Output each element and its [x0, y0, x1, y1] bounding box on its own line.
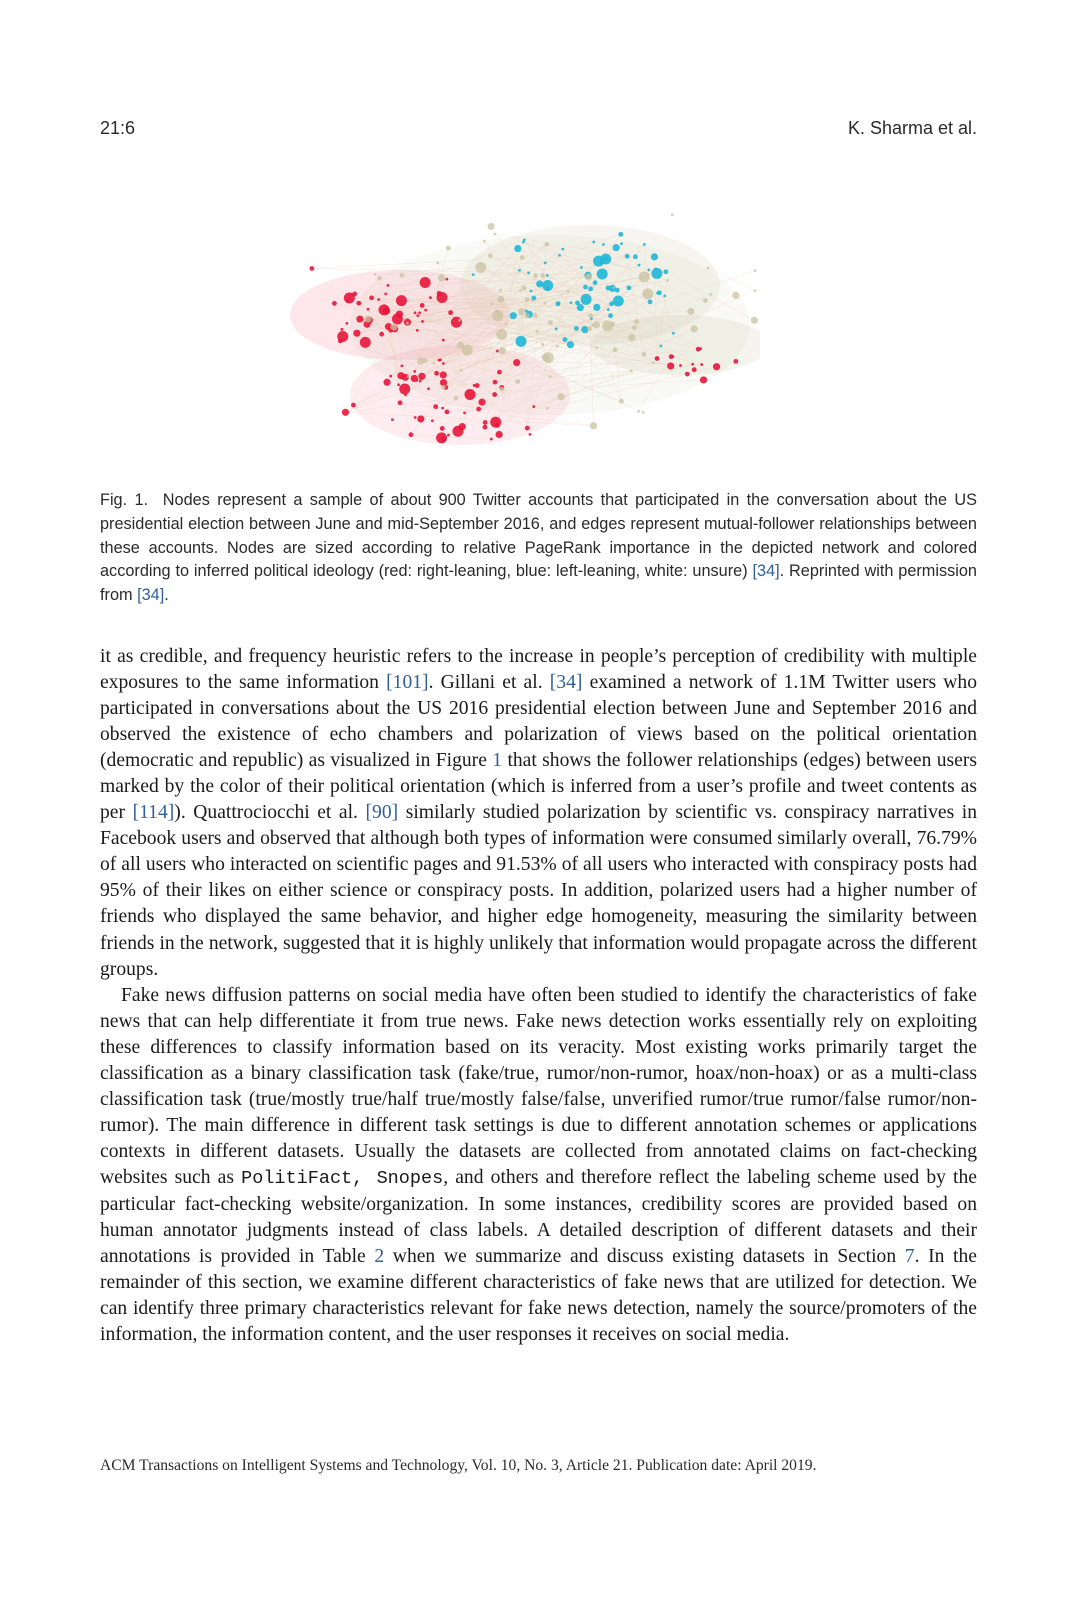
text-run: . In the remainder of this section, we examine different characteristics of fake news that are utilized for detection. We can identify three primary characteristics relevant for fake news detection, namely the source/promoters of the information, the information content, and the user responses it receives on social media.	[100, 1246, 977, 1346]
node	[558, 254, 561, 257]
node	[613, 244, 620, 251]
text-run: that shows the follower relationships (edges) between users marked by the color of their political orientation (which is inferred from a user’s profile and tweet contents as per	[100, 750, 978, 824]
node	[545, 242, 550, 247]
running-header	[100, 118, 977, 144]
node	[574, 326, 579, 331]
node	[416, 314, 419, 317]
citation-link[interactable]: [114]	[132, 802, 175, 824]
node	[638, 264, 641, 267]
node	[434, 371, 439, 376]
node	[340, 328, 343, 331]
node	[497, 296, 504, 303]
node	[337, 331, 348, 342]
node	[691, 325, 698, 332]
node	[751, 317, 758, 324]
node	[427, 387, 430, 390]
node	[414, 311, 417, 314]
node	[613, 295, 624, 306]
node	[493, 233, 496, 236]
node	[400, 273, 405, 278]
node	[588, 313, 593, 318]
node	[492, 392, 497, 397]
node	[364, 315, 371, 322]
node	[754, 269, 757, 272]
caption-text: .	[164, 586, 169, 605]
node	[585, 273, 592, 280]
text-run: , and others and therefore reflect the labeling scheme used by the particular fact-checking website/organization. In some instances, credibility scores are provided based on human annotator judgments instead of class labels. A detailed description of different datasets and their annotations is provided in Table	[100, 1166, 977, 1268]
node	[530, 290, 533, 293]
node	[544, 262, 547, 265]
node	[541, 343, 544, 346]
node	[615, 288, 620, 293]
node	[667, 362, 674, 369]
node	[659, 345, 662, 348]
citation-link[interactable]: [34]	[752, 562, 780, 581]
node	[379, 332, 384, 337]
node	[671, 213, 674, 216]
node	[620, 242, 623, 245]
node	[396, 310, 403, 317]
node	[396, 295, 407, 306]
node	[414, 416, 417, 419]
node	[488, 223, 495, 230]
node	[407, 375, 410, 378]
node	[459, 423, 466, 430]
text-run: examined a network of 1.1M Twitter users who participated in conversations about the US 2016 presidential election between June and September 2016 and observed the existence of echo chambers and polarization of views based on the political orientation (democratic and republic) as visualized in Figure	[100, 672, 978, 772]
node	[527, 272, 530, 275]
node	[495, 310, 498, 313]
node	[433, 362, 436, 365]
node	[549, 375, 552, 378]
monospace-site-names: PolitiFact, Snopes	[241, 1167, 444, 1189]
node	[625, 254, 630, 259]
node	[556, 345, 559, 348]
node	[447, 434, 450, 437]
caption-text: Nodes represent a sample of about 900 Twitter accounts that participated in the conversation about the US presidential election between June and mid-September 2016, and edges represent mutual-follower relationships between these accounts. Nodes are sized according to relative PageRank importance in the depicted network and colored according to inferred political ideology (red: right-leaning, blue: left-leaning, white: unsure)	[100, 491, 977, 581]
node	[525, 313, 530, 318]
node	[436, 432, 447, 443]
node	[709, 293, 712, 296]
node	[418, 373, 425, 380]
text-run: Fake news diffusion patterns on social media have often been studied to identify the characteristics of fake news that can help differentiate it from true news. Fake news detection works essentially rely on exploiting these differences to classify information based on its veracity. Most existing works primarily target the classification as a binary classification task (fake/true, rumor/non-rumor, hoax/non-hoax) or as a multi-class classification task (true/mostly true/half true/mostly false/false, unverified rumor/true rumor/false rumor/non-rumor). The main difference in different task settings is due to different annotation schemes or applications contexts in different datasets. Usually the datasets are collected from annotated claims on fact-checking websites such as	[100, 984, 977, 1188]
node	[420, 303, 425, 308]
node	[379, 304, 390, 315]
node	[643, 243, 646, 246]
node	[499, 289, 502, 292]
node	[500, 387, 505, 392]
node	[531, 299, 534, 302]
node	[389, 375, 392, 378]
body-text	[100, 644, 977, 1348]
node	[399, 383, 410, 394]
node	[510, 312, 517, 319]
node	[377, 298, 380, 301]
node	[420, 277, 431, 288]
node	[374, 273, 377, 276]
section-ref-link[interactable]: 7	[904, 1246, 915, 1268]
node	[525, 426, 530, 431]
node	[445, 278, 448, 281]
node	[754, 289, 757, 292]
node	[707, 267, 710, 270]
node	[356, 315, 363, 322]
node	[545, 286, 550, 291]
node	[437, 291, 442, 296]
node	[651, 253, 658, 260]
node	[440, 371, 447, 378]
node	[431, 419, 434, 422]
node	[520, 255, 525, 260]
node	[515, 379, 520, 384]
node	[463, 412, 466, 415]
network-figure	[290, 175, 760, 475]
node	[597, 269, 608, 280]
node	[497, 370, 502, 375]
node	[406, 322, 409, 325]
text-run: . Gillani et al.	[428, 672, 550, 694]
text-run: ). Quattrociocchi et al.	[174, 802, 366, 824]
node	[642, 411, 645, 414]
node	[639, 271, 650, 282]
table-ref-link[interactable]: 2	[374, 1246, 385, 1268]
node	[421, 320, 424, 323]
node	[454, 396, 459, 401]
node	[423, 358, 428, 363]
node	[626, 285, 631, 290]
node	[607, 308, 610, 311]
network-graph-image	[290, 175, 760, 475]
node	[663, 294, 666, 297]
node	[516, 336, 527, 347]
node	[580, 266, 583, 269]
node	[496, 350, 499, 353]
node	[438, 274, 445, 281]
citation-link[interactable]: [90]	[365, 802, 399, 824]
node	[648, 299, 653, 304]
node	[542, 354, 549, 361]
node	[522, 286, 527, 291]
node	[663, 269, 668, 274]
node	[514, 245, 521, 252]
node	[332, 301, 337, 306]
node	[401, 364, 404, 367]
node	[613, 286, 616, 289]
node	[442, 362, 445, 365]
node	[390, 323, 397, 330]
caption-label: Fig. 1.	[100, 491, 149, 509]
node	[543, 302, 546, 305]
node	[583, 285, 588, 290]
node	[483, 425, 488, 430]
node	[490, 417, 501, 428]
paragraph	[100, 644, 977, 983]
node	[655, 356, 660, 361]
journal-footer: ACM Transactions on Intelligent Systems and Technology, Vol. 10, No. 3, Article 21. Publication date: April 2019.	[100, 1457, 817, 1474]
node	[570, 301, 573, 304]
node	[419, 380, 422, 383]
node	[436, 261, 439, 264]
node	[451, 317, 462, 328]
node	[464, 389, 475, 400]
node	[478, 399, 485, 406]
node	[440, 426, 445, 431]
node	[733, 359, 738, 364]
node	[518, 269, 521, 272]
node	[383, 379, 390, 386]
node	[346, 300, 349, 303]
node	[691, 363, 694, 366]
node	[367, 308, 370, 311]
node	[581, 294, 592, 305]
node	[397, 383, 400, 386]
node	[613, 347, 618, 352]
node	[458, 319, 461, 322]
node	[441, 407, 444, 410]
node	[602, 243, 605, 246]
node	[446, 246, 451, 251]
node	[424, 309, 427, 312]
node	[342, 409, 349, 416]
node	[567, 341, 574, 348]
node	[654, 268, 657, 271]
node	[533, 313, 538, 318]
node	[593, 280, 598, 285]
node	[475, 383, 480, 388]
node	[634, 319, 639, 324]
node	[600, 253, 611, 264]
node	[490, 438, 493, 441]
text-run: it as credible, and frequency heuristic refers to the increase in people’s perception of credibility with multiple exposures to the same information	[100, 646, 977, 694]
node	[504, 323, 507, 326]
node	[633, 254, 638, 259]
node	[593, 304, 600, 311]
node	[533, 273, 538, 278]
node	[652, 361, 655, 364]
node	[360, 337, 371, 348]
node	[540, 273, 545, 278]
node	[490, 302, 493, 305]
node	[685, 372, 690, 377]
node	[483, 240, 486, 243]
node	[397, 372, 404, 379]
node	[472, 273, 475, 276]
citation-link[interactable]: [34]	[549, 672, 583, 694]
node	[595, 346, 598, 349]
node	[445, 410, 450, 415]
node	[700, 376, 707, 383]
paragraph	[100, 983, 977, 1349]
node	[525, 297, 530, 302]
node	[476, 407, 481, 412]
node	[700, 363, 703, 366]
node	[699, 347, 702, 350]
node	[377, 276, 382, 281]
node	[391, 418, 394, 421]
node	[536, 280, 543, 287]
text-run: similarly studied polarization by scientific vs. conspiracy narratives in Facebook users and observed that although both types of information were consumed similarly overall, 76.79% of all users who interacted on scientific pages and 91.53% of all users who interacted with conspiracy posts had 95% of their likes on either science or conspiracy posts. In addition, polarized users had a higher number of friends who displayed the same behavior, and higher edge homogeneity, measuring the similarity between friends in the network, suggested that it is highly unlikely that information would propagate across the different groups.	[100, 802, 978, 980]
node	[657, 290, 662, 295]
node	[609, 301, 614, 306]
node	[519, 289, 522, 292]
figure-caption	[100, 489, 977, 608]
node	[417, 415, 424, 422]
node	[679, 364, 682, 367]
node	[567, 290, 570, 293]
node	[483, 420, 488, 425]
node	[441, 385, 446, 390]
node	[488, 253, 493, 258]
node	[610, 322, 615, 327]
node	[398, 400, 403, 405]
page-number: 21:6	[100, 118, 136, 138]
node	[442, 339, 445, 342]
node	[606, 285, 611, 290]
node	[429, 296, 432, 299]
node	[630, 369, 633, 372]
node	[651, 268, 662, 279]
node	[536, 330, 539, 333]
node	[448, 310, 453, 315]
node	[457, 341, 464, 348]
node	[387, 284, 390, 287]
text-run: when we summarize and discuss existing datasets in Section	[384, 1246, 905, 1268]
node	[618, 232, 623, 237]
node	[460, 369, 463, 372]
node	[561, 248, 564, 251]
node	[632, 325, 637, 330]
node	[687, 308, 694, 315]
node	[558, 393, 565, 400]
node	[703, 298, 708, 303]
node	[369, 295, 374, 300]
node	[433, 404, 438, 409]
node	[608, 313, 613, 318]
node	[496, 329, 507, 340]
node	[415, 379, 418, 382]
figure-ref-link[interactable]: 1	[492, 750, 503, 772]
node	[499, 347, 506, 354]
node	[352, 292, 357, 297]
node	[309, 266, 314, 271]
node	[563, 337, 568, 342]
node	[345, 322, 348, 325]
node	[475, 262, 486, 273]
node	[666, 279, 669, 282]
node	[642, 288, 653, 299]
node	[496, 431, 503, 438]
node	[637, 410, 640, 413]
node	[647, 268, 650, 271]
node	[351, 403, 356, 408]
node	[522, 241, 525, 244]
node	[732, 292, 739, 299]
caption-text: . Reprinted with permission from	[100, 562, 977, 605]
node	[558, 302, 561, 305]
node	[619, 399, 624, 404]
node	[692, 367, 697, 372]
node	[590, 422, 597, 429]
node	[555, 327, 558, 330]
node	[588, 287, 593, 292]
node	[356, 301, 361, 306]
node	[628, 334, 635, 341]
node	[592, 241, 595, 244]
node	[548, 320, 553, 325]
node	[529, 433, 532, 436]
node	[513, 359, 520, 366]
node	[669, 354, 674, 359]
node	[532, 405, 535, 408]
node	[587, 326, 592, 331]
citation-link[interactable]: [101]	[386, 672, 429, 694]
node	[384, 292, 387, 295]
node	[439, 359, 442, 362]
running-author: K. Sharma et al.	[847, 118, 977, 138]
node	[713, 363, 720, 370]
node	[591, 323, 594, 326]
citation-link[interactable]: [34]	[137, 586, 165, 605]
node	[546, 407, 549, 410]
node	[672, 332, 675, 335]
node	[413, 370, 416, 373]
node	[416, 329, 419, 332]
node	[575, 300, 580, 305]
node	[642, 352, 647, 357]
node	[493, 380, 498, 385]
node	[353, 330, 360, 337]
node	[546, 274, 549, 277]
node	[418, 311, 421, 314]
node	[518, 308, 525, 315]
node	[409, 432, 414, 437]
